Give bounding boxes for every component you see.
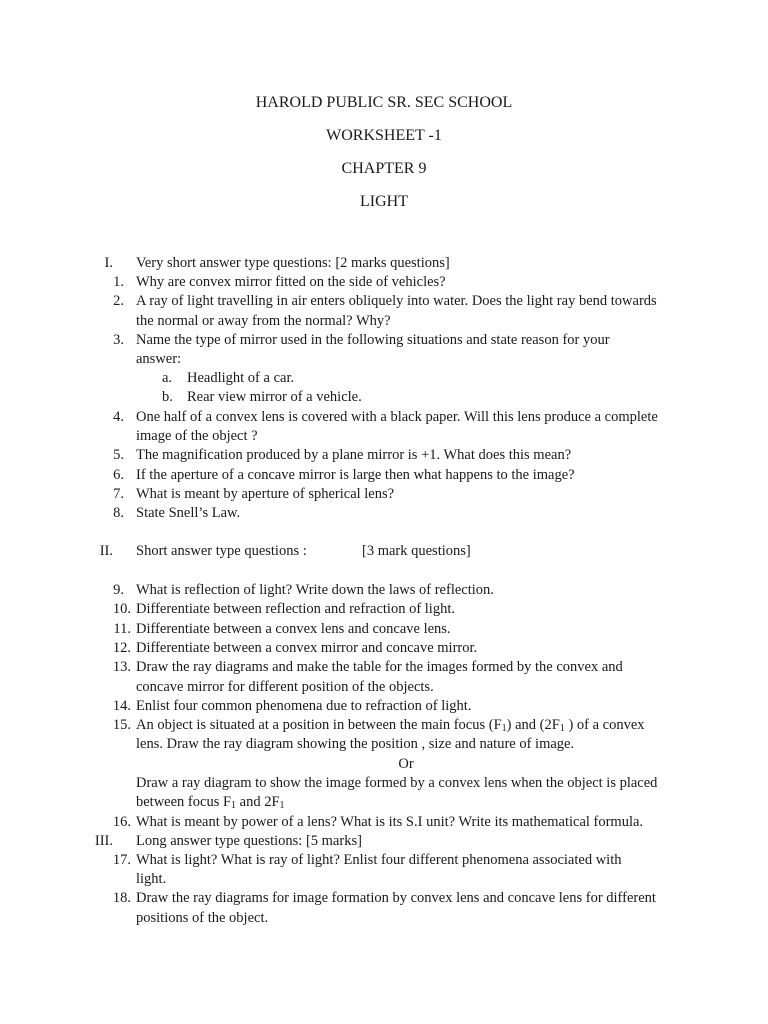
- question-text: Differentiate between a convex mirror and concave mirror.: [136, 640, 478, 656]
- question-number: 2.: [113, 293, 124, 309]
- question-text: Differentiate between a convex lens and concave lens.: [136, 621, 451, 637]
- question-number: 15.: [112, 717, 131, 733]
- section-title: Short answer type questions :: [136, 543, 307, 559]
- question-number: 3.: [113, 332, 124, 348]
- question-number: 14.: [112, 698, 131, 714]
- question-text: Name the type of mirror used in the following situations and state reason for your: [136, 332, 610, 348]
- question-number: 6.: [113, 467, 124, 483]
- question-text: A ray of light travelling in air enters obliquely into water. Does the light ray bend towards: [136, 293, 657, 309]
- question-number: 16.: [112, 814, 131, 830]
- question-text: Draw a ray diagram to show the image formed by a convex lens when the object is placed: [136, 775, 658, 791]
- subitem-label: a.: [162, 370, 173, 386]
- question-text: between focus $F_1$ and $2F_1$: [136, 794, 285, 811]
- question-text: Enlist four common phenomena due to refraction of light.: [136, 698, 472, 714]
- question-text: Draw the ray diagrams and make the table for the images formed by the convex and: [136, 659, 623, 675]
- question-number: 10.: [112, 601, 131, 617]
- question-number: 9.: [113, 582, 124, 598]
- question-text: State Snell’s Law.: [136, 505, 241, 521]
- subitem-label: b.: [162, 389, 173, 405]
- question-text: lens. Draw the ray diagram showing the position , size and nature of image.: [136, 736, 575, 752]
- question-text: An object is situated at a position in between the main focus $(F_1)$ and ($2F_1$ ) of a convex: [136, 717, 645, 734]
- question-text: What is reflection of light? Write down the laws of reflection.: [136, 582, 494, 598]
- question-text: What is meant by aperture of spherical lens?: [136, 486, 395, 502]
- section-title: Long answer type questions: [5 marks]: [136, 833, 362, 849]
- question-text: answer:: [136, 351, 182, 367]
- question-text: image of the object ?: [136, 428, 258, 444]
- question-number: 7.: [113, 486, 124, 502]
- question-number: 5.: [113, 447, 124, 463]
- question-text: Draw the ray diagrams for image formation by convex lens and concave lens for different: [136, 890, 656, 906]
- section-numeral: III.: [94, 833, 113, 849]
- question-number: 13.: [112, 659, 131, 675]
- question-text: Why are convex mirror fitted on the side of vehicles?: [136, 274, 446, 290]
- section-numeral: I.: [104, 255, 113, 271]
- question-text: One half of a convex lens is covered with a black paper. Will this lens produce a complete: [136, 409, 658, 425]
- worksheet-title: WORKSHEET -1: [326, 127, 442, 144]
- question-number: 1.: [113, 274, 124, 290]
- subitem-text: Rear view mirror of a vehicle.: [187, 389, 362, 405]
- question-text: The magnification produced by a plane mirror is +1. What does this mean?: [136, 447, 572, 463]
- question-number: 11.: [113, 621, 131, 637]
- section-marks: [3 mark questions]: [362, 543, 471, 559]
- question-text: What is meant by power of a lens? What is its S.I unit? Write its mathematical formula.: [136, 814, 644, 830]
- question-number: 18.: [112, 890, 131, 906]
- question-text: What is light? What is ray of light? Enlist four different phenomena associated with: [136, 852, 622, 868]
- question-text: If the aperture of a concave mirror is large then what happens to the image?: [136, 467, 575, 483]
- question-number: 4.: [113, 409, 124, 425]
- question-number: 12.: [112, 640, 131, 656]
- question-text: light.: [136, 871, 167, 887]
- question-text: positions of the object.: [136, 910, 269, 926]
- question-number: 17.: [112, 852, 131, 868]
- topic-title: LIGHT: [360, 193, 408, 210]
- question-text: Differentiate between reflection and refraction of light.: [136, 601, 455, 617]
- chapter-title: CHAPTER 9: [341, 160, 427, 177]
- section-title: Very short answer type questions: [2 marks questions]: [136, 255, 450, 271]
- question-text: concave mirror for different position of the objects.: [136, 679, 434, 695]
- subitem-text: Headlight of a car.: [187, 370, 295, 386]
- question-text: the normal or away from the normal? Why?: [136, 313, 391, 329]
- section-numeral: II.: [99, 543, 113, 559]
- question-number: 8.: [113, 505, 124, 521]
- or-separator: Or: [398, 756, 414, 772]
- school-name: HAROLD PUBLIC SR. SEC SCHOOL: [255, 94, 513, 111]
